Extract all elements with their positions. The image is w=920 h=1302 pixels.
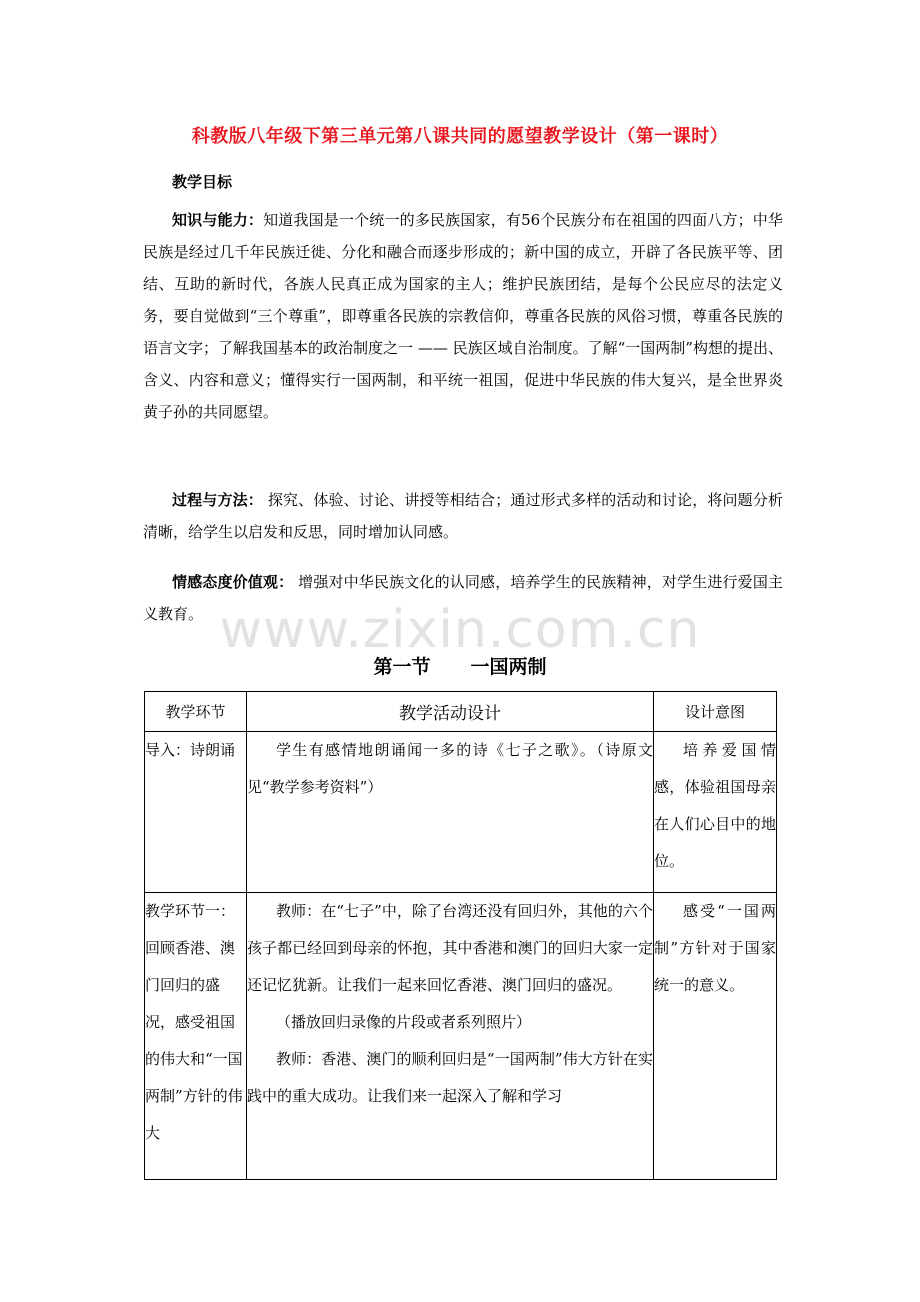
- emotion-paragraph: [143, 566, 783, 630]
- emotion-label: 情感态度价值观：: [172, 573, 294, 591]
- section-number: 第一节: [373, 656, 431, 678]
- section-name: 一国两制: [470, 656, 547, 678]
- stage-cell: 教学环节一：回顾香港、澳门回归的盛况，感受祖国的伟大和“一国两制”方针的伟大: [145, 893, 247, 1180]
- process-label: 过程与方法：: [172, 491, 263, 509]
- watermark: www.zixin.com.cn: [219, 600, 701, 660]
- intent-cell: [654, 732, 777, 893]
- emotion-text: 增强对中华民族文化的认同感，培养学生的民族精神，对学生进行爱国主义教育。: [143, 573, 783, 623]
- section-title: [0, 652, 920, 679]
- intent-text: 培养爱国情感，体验祖国母亲在人们心目中的地位。: [654, 741, 776, 870]
- intent-cell: [654, 893, 777, 1180]
- activity-paragraph: 学生有感情地朗诵闻一多的诗《七子之歌》。（诗原文见“教学参考资料”）: [247, 741, 653, 796]
- activity-paragraph: 教师：在“七子”中，除了台湾还没有回归外，其他的六个孩子都已经回到母亲的怀抱，其中香港和澳门的回归大家一定还记忆犹新。让我们一起来回忆香港、澳门回归的盛况。: [247, 902, 653, 994]
- knowledge-paragraph: [143, 204, 783, 428]
- activity-cell: [247, 732, 654, 893]
- header-stage: 教学环节: [145, 692, 247, 732]
- activity-paragraph: 教师：香港、澳门的顺利回归是“一国两制”伟大方针在实践中的重大成功。让我们来一起深入了解和学习: [247, 1050, 653, 1105]
- objectives-heading: 教学目标: [172, 173, 233, 191]
- knowledge-label: 知识与能力：: [172, 211, 264, 229]
- table-row: [145, 732, 777, 893]
- activity-paragraph: （播放回归录像的片段或者系列照片）: [276, 1013, 532, 1031]
- table-row: [145, 893, 777, 1180]
- stage-cell: 导入：诗朗诵: [145, 732, 247, 893]
- table-header-row: [145, 692, 777, 732]
- intent-text: 感受“一国两制”方针对于国家统一的意义。: [654, 902, 776, 994]
- page-title: 科教版八年级下第三单元第八课共同的愿望教学设计（第一课时）: [191, 126, 729, 147]
- process-text: 探究、体验、讨论、讲授等相结合；通过形式多样的活动和讨论，将问题分析清晰，给学生以启发和反思，同时增加认同感。: [143, 491, 783, 541]
- header-intent: 设计意图: [654, 692, 777, 732]
- header-activity: 教学活动设计: [247, 692, 654, 732]
- activity-cell: [247, 893, 654, 1180]
- knowledge-text: 知道我国是一个统一的多民族国家，有56个民族分布在祖国的四面八方；中华民族是经过几千年民族迁徙、分化和融合而逐步形成的；新中国的成立，开辟了各民族平等、团结、互助的新时代，各族人民真正成为国家的主人；维护民族团结，是每个公民应尽的法定义务，要自觉做到“三个尊重”，即尊重各民族的宗教信仰，尊重各民族的风俗习惯，尊重各民族的语言文字；了解我国基本的政治制度之一 —— 民族区域自治制度。了解“一国两制”构想的提出、含义、内容和意义；懂得实行一国两制，和平统一祖国，促进中华民族的伟大复兴，是全世界炎黄子孙的共同愿望。: [143, 211, 783, 421]
- process-paragraph: [143, 484, 783, 548]
- lesson-plan-table: [144, 691, 777, 1180]
